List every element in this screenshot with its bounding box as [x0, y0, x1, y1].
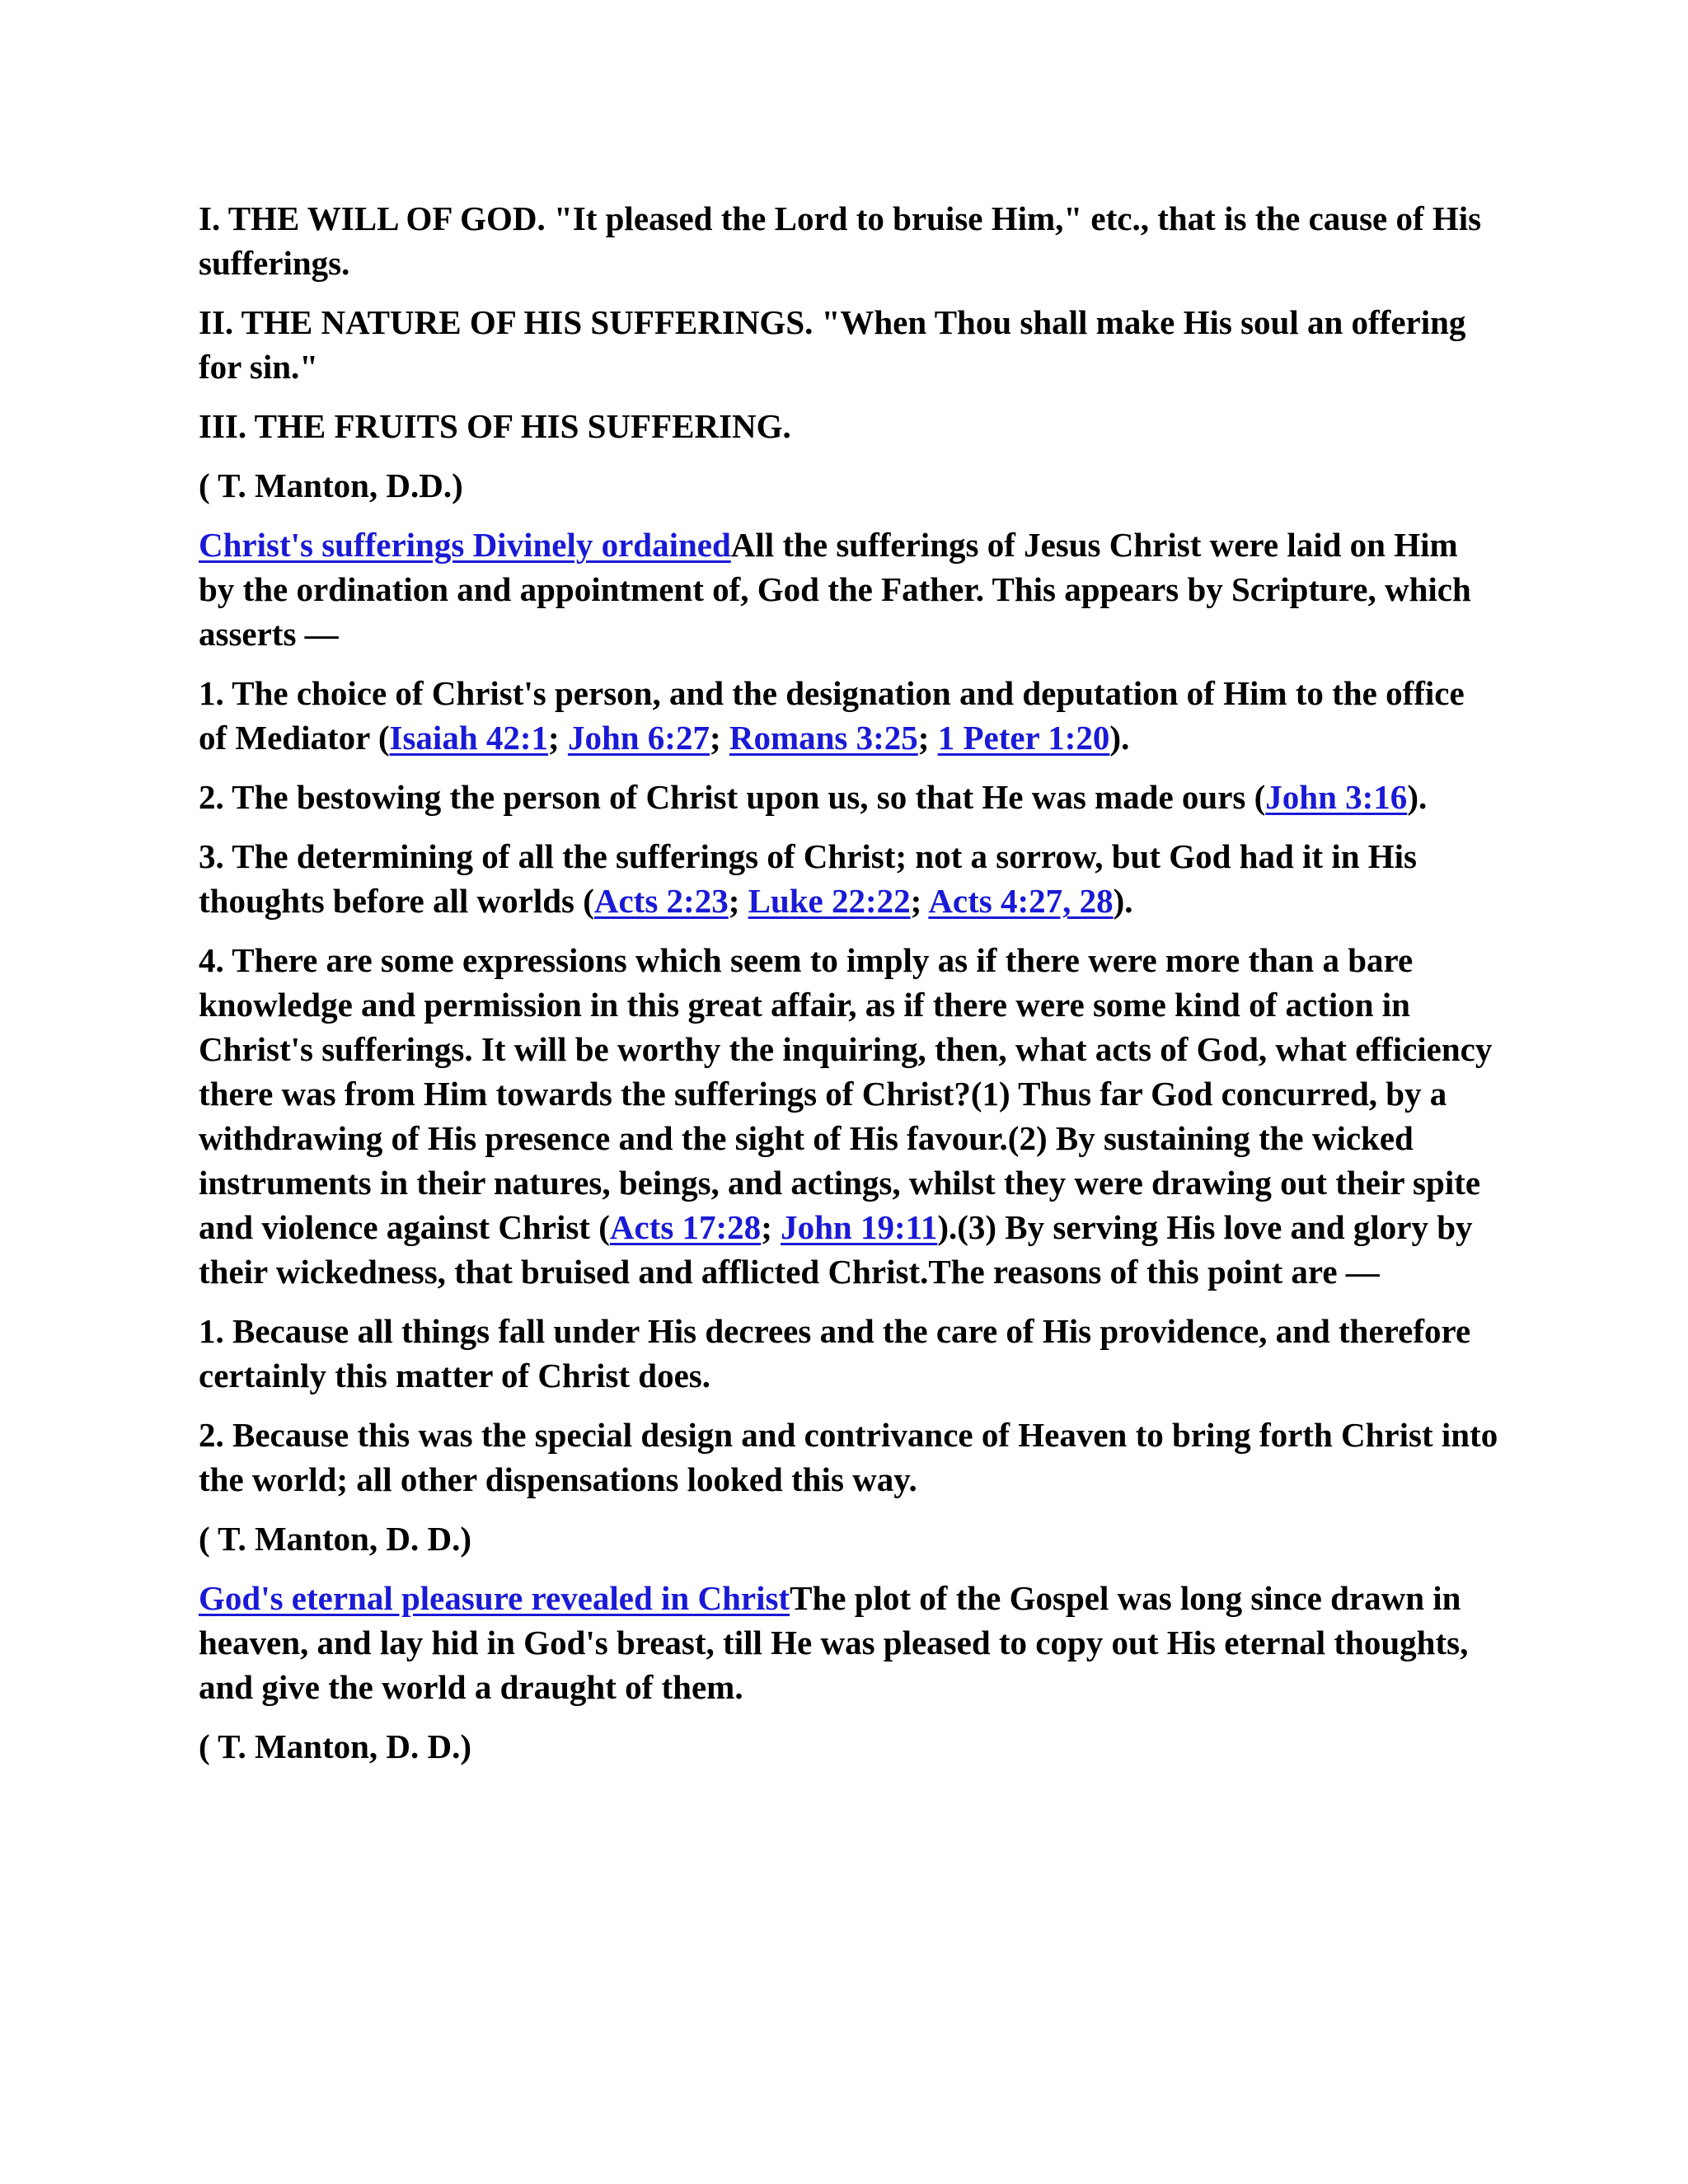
section-intro: All the sufferings of Jesus Christ were laid on Him by the ordination and appointment of, God the Father. This appears by Scripture, which asserts — [199, 526, 1471, 653]
list-item-3: 3. The determining of all the sufferings of Christ; not a sorrow, but God had it in His thoughts before all worlds (Acts 2:23; Luke 22:22; Acts 4:27, 28). [199, 837, 1418, 920]
section-divinely-ordained [199, 523, 1501, 656]
point-nature-of-sufferings: II. THE NATURE OF HIS SUFFERINGS. "When Thou shall make His soul an offering for sin." [199, 303, 1466, 386]
scripture-link-romans-3-25[interactable]: Romans 3:25 [729, 719, 918, 757]
scripture-link-john-19-11[interactable]: John 19:11 [781, 1208, 938, 1246]
scripture-link-john-6-27[interactable]: John 6:27 [567, 719, 710, 757]
list-item-1: 1. The choice of Christ's person, and the designation and deputation of Him to the office of Mediator (Isaiah 42:1; John 6:27; Romans 3:25; 1 Peter 1:20). [199, 674, 1465, 757]
scripture-link-isaiah-42-1[interactable]: Isaiah 42:1 [389, 719, 549, 757]
reason-1: 1. Because all things fall under His decrees and the care of His providence, and therefore certainly this matter of Christ does. [199, 1312, 1471, 1394]
reason-2: 2. Because this was the special design and contrivance of Heaven to bring forth Christ into the world; all other dispensations looked this way. [199, 1416, 1498, 1498]
point-fruits-of-suffering: III. THE FRUITS OF HIS SUFFERING. [199, 407, 791, 445]
scripture-link-acts-4-27-28[interactable]: Acts 4:27, 28 [928, 882, 1114, 920]
scripture-link-acts-17-28[interactable]: Acts 17:28 [609, 1208, 762, 1246]
list-item-2: 2. The bestowing the person of Christ upon us, so that He was made ours (John 3:16). [199, 778, 1428, 816]
attribution: ( T. Manton, D. D.) [199, 1727, 472, 1765]
scripture-link-acts-2-23[interactable]: Acts 2:23 [593, 882, 729, 920]
scripture-link-john-3-16[interactable]: John 3:16 [1265, 778, 1408, 816]
scripture-link-luke-22-22[interactable]: Luke 22:22 [748, 882, 911, 920]
attribution: ( T. Manton, D.D.) [199, 466, 463, 504]
point-will-of-god: I. THE WILL OF GOD. "It pleased the Lord to bruise Him," etc., that is the cause of His sufferings. [199, 199, 1482, 282]
document-page [199, 196, 1501, 1783]
section-link-divinely-ordained[interactable]: Christ's sufferings Divinely ordained [199, 526, 731, 564]
scripture-link-1-peter-1-20[interactable]: 1 Peter 1:20 [937, 719, 1110, 757]
list-item-4: 4. There are some expressions which seem to imply as if there were more than a bare knowledge and permission in this great affair, as if there were some kind of action in Christ's sufferings. It will be worthy the inquiring, then, what acts of God, what efficiency there was from Him towards the sufferings of Christ?(1) Thus far God concurred, by a withdrawing of His presence and the sight of His favour.(2) By sustaining the wicked instruments in their natures, beings, and actings, whilst they were drawing out their spite and violence against Christ (Acts 17:28; John 19:11).(3) By serving His love and glory by their wickedness, that bruised and afflicted Christ.The reasons of this point are — [199, 941, 1493, 1291]
section-link-eternal-pleasure[interactable]: God's eternal pleasure revealed in Christ [199, 1579, 790, 1617]
section-text: The plot of the Gospel was long since drawn in heaven, and lay hid in God's breast, till He was pleased to copy out His eternal thoughts, and give the world a draught of them. [199, 1579, 1469, 1706]
section-eternal-pleasure [199, 1576, 1501, 1709]
attribution: ( T. Manton, D. D.) [199, 1520, 472, 1558]
